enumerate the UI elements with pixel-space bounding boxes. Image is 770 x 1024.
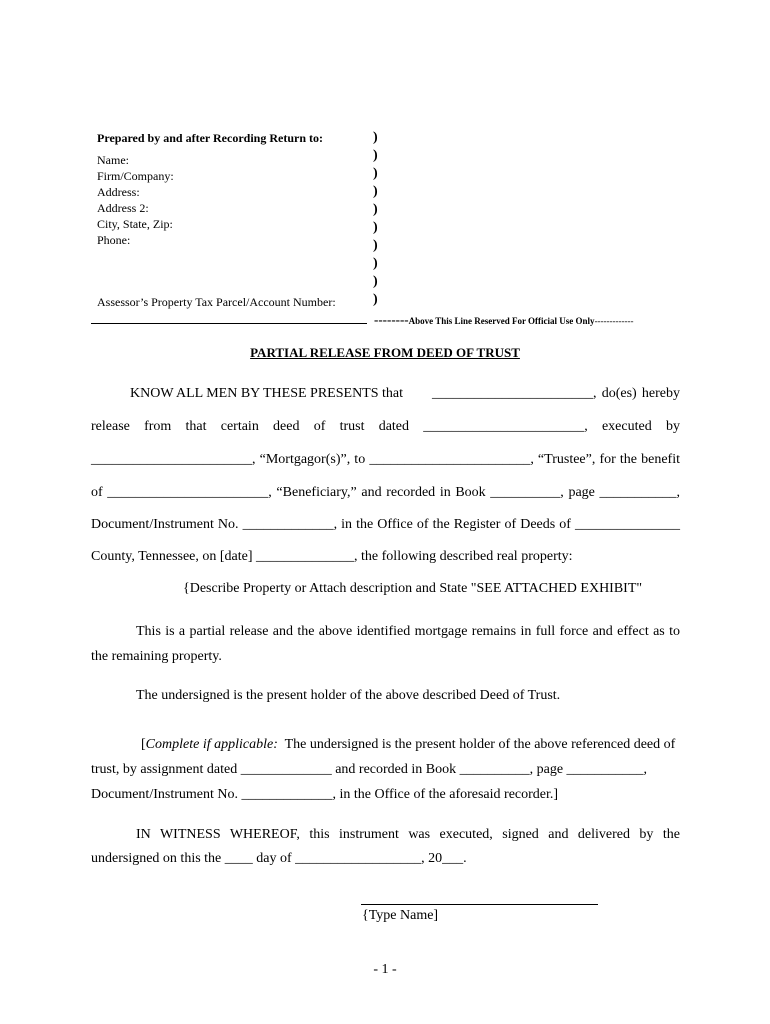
official-use-note [374, 311, 634, 329]
word: by [665, 419, 680, 434]
paren: ) [373, 220, 378, 235]
word: from [144, 419, 172, 434]
word: trust [339, 419, 365, 434]
complete-if-applicable-label: Complete if applicable: [145, 737, 278, 752]
parenthesis-column [373, 129, 378, 309]
body-line-1b: _______________________, do(es) hereby [432, 386, 680, 401]
word: of [313, 419, 326, 434]
firm-field-label: Firm/Company: [97, 169, 174, 183]
body-line-2 [91, 419, 680, 435]
bracket-open: [ [141, 737, 146, 752]
paren: ) [373, 202, 378, 217]
prepared-by-label: Prepared by and after Recording Return to: [97, 131, 323, 145]
paren: ) [373, 184, 378, 199]
header-divider-line [91, 323, 367, 324]
complete-text: The undersigned is the present holder of the above referenced deed of [284, 737, 676, 752]
address2-field-label: Address 2: [97, 201, 149, 215]
paren: ) [373, 238, 378, 253]
body-line-3: _______________________, “Mortgagor(s)”, to _______________________, “Trustee”, for the benefit [91, 452, 680, 467]
paren: ) [373, 148, 378, 163]
page-number: - 1 - [373, 962, 397, 977]
word: dated [378, 419, 410, 434]
complete-if-applicable-line-1 [141, 737, 675, 753]
witness-line-1: IN WITNESS WHEREOF, this instrument was executed, signed and delivered by the [136, 827, 680, 842]
complete-if-applicable-line-3: Document/Instrument No. _____________, in the Office of the aforesaid recorder.] [91, 787, 559, 802]
paren: ) [373, 274, 378, 289]
paren: ) [373, 256, 378, 271]
type-name-label: {Type Name] [362, 908, 439, 923]
word: executed [601, 419, 652, 434]
parcel-number-label: Assessor’s Property Tax Parcel/Account Number: [97, 295, 336, 309]
body-line-1a: KNOW ALL MEN BY THESE PRESENTS that [130, 386, 404, 401]
official-use-text: Above This Line Reserved For Official Use Only [408, 316, 595, 326]
address-field-label: Address: [97, 185, 140, 199]
word: deed [273, 419, 300, 434]
name-field-label: Name: [97, 153, 129, 167]
body-line-5: Document/Instrument No. _____________, in the Office of the Register of Deeds of _______________ [91, 517, 680, 532]
describe-property-note: {Describe Property or Attach description and State "SEE ATTACHED EXHIBIT" [183, 581, 643, 596]
paren: ) [373, 166, 378, 181]
paren: ) [373, 292, 378, 307]
witness-line-2: undersigned on this the ____ day of __________________, 20___. [91, 851, 467, 866]
word: release [91, 419, 130, 434]
signature-line [361, 904, 598, 905]
paren: ) [373, 130, 378, 145]
word: _______________________, [423, 419, 588, 434]
header-fields [97, 152, 174, 248]
body-line-6: County, Tennessee, on [date] ______________, the following described real property: [91, 549, 573, 564]
partial-release-paragraph: This is a partial release and the above identified mortgage remains in full force and effect as to the remaining property. [91, 624, 680, 664]
complete-if-applicable-line-2: trust, by assignment dated _____________ and recorded in Book __________, page ___________, [91, 762, 648, 777]
city-state-zip-field-label: City, State, Zip: [97, 217, 173, 231]
official-use-dashes: -------- [374, 312, 409, 327]
document-title: PARTIAL RELEASE FROM DEED OF TRUST [250, 345, 520, 360]
word: that [185, 419, 207, 434]
body-line-4: of _______________________, “Beneficiary,” and recorded in Book __________, page ___________, [91, 485, 680, 500]
holder-paragraph: The undersigned is the present holder of the above described Deed of Trust. [136, 688, 561, 703]
official-use-tail: ------------- [594, 316, 634, 326]
word: certain [220, 419, 259, 434]
phone-field-label: Phone: [97, 233, 131, 247]
